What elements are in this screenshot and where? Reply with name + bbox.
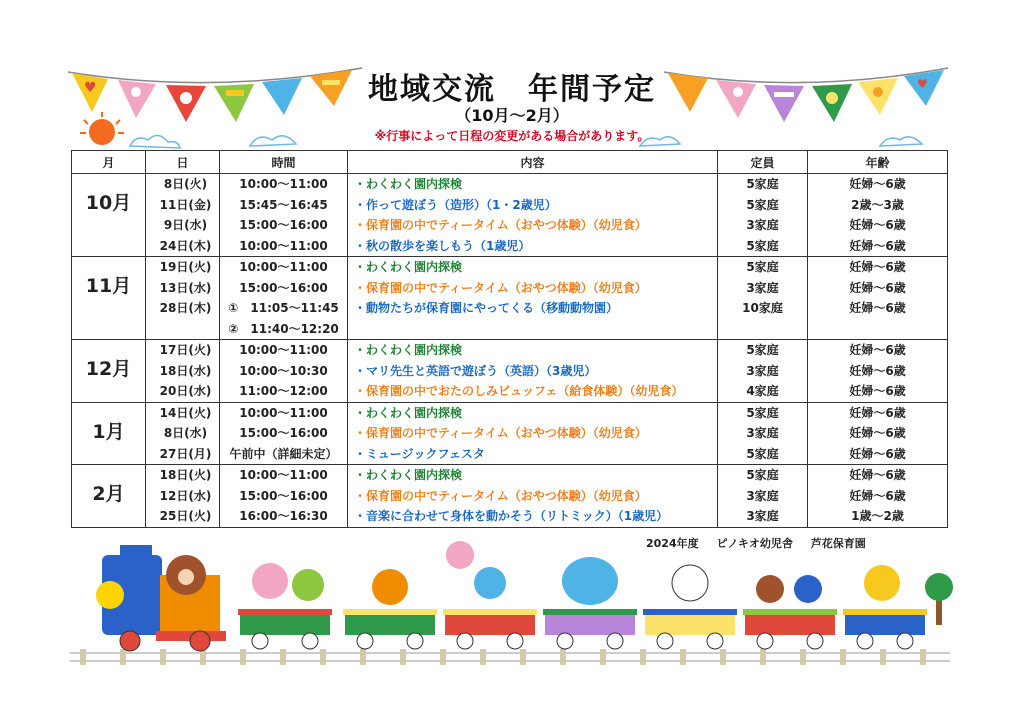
age-entry: 妊婦～6歳 [849,446,906,461]
month-block [72,174,948,257]
train-car-1 [238,563,332,649]
capacity-entry: 5家庭 [746,177,779,191]
month-cell: 2月 [72,465,146,528]
age-entry [808,319,947,340]
day-entry: 11日(金) [159,197,212,212]
month-cell: 1月 [72,402,146,465]
capacity-entry: 5家庭 [746,468,779,482]
content-entry [348,319,717,340]
month-block [72,402,948,465]
time-cell [220,257,348,340]
header-content: 内容 [348,151,718,174]
age-entry: 1歳～2歳 [851,509,904,523]
content-entry: ・動物たちが保育園にやってくる（移動動物園） [354,301,619,315]
time-entry: 15:00～16:00 [239,426,328,440]
content-entry: ・保育園の中でティータイム（おやつ体験）（幼児食） [354,280,647,295]
content-entry: ・わくわく園内探検 [354,177,463,191]
time-entry: 10:00～11:00 [239,177,328,191]
footer-year: 2024年度 [646,537,699,550]
month-cell: 12月 [72,340,146,403]
capacity-entry: 5家庭 [746,405,779,420]
age-entry: 妊婦～6歳 [849,488,906,503]
content-cell [348,465,718,528]
day-entry: 8日(火) [163,177,208,191]
capacity-entry [718,319,807,340]
table-header-row [72,151,948,174]
age-entry: 妊婦～6歳 [849,218,906,232]
train-car-6 [743,575,837,649]
train-car-2 [343,569,437,649]
age-entry: 妊婦～6歳 [849,363,906,378]
time-entry: 10:00～11:00 [239,343,328,357]
time-entry: 15:45～16:45 [239,197,328,212]
capacity-entry: 5家庭 [746,343,779,357]
header-month: 月 [72,151,146,174]
day-entry: 8日(水) [163,426,208,440]
capacity-entry: 3家庭 [746,280,779,295]
capacity-cell [718,340,808,403]
age-entry: 妊婦～6歳 [849,238,906,253]
day-entry: 13日(水) [159,280,212,295]
header-capacity: 定員 [718,151,808,174]
content-cell [348,402,718,465]
age-cell [808,174,948,257]
tree-icon [925,573,953,625]
capacity-cell [718,174,808,257]
age-entry: 妊婦～6歳 [849,468,906,482]
time-cell [220,340,348,403]
content-entry: ・保育園の中でティータイム（おやつ体験）（幼児食） [354,218,647,232]
time-entry: 10:00～11:00 [239,260,328,274]
train-car-3 [443,541,537,649]
age-cell [808,465,948,528]
day-cell [146,340,220,403]
capacity-entry: 3家庭 [746,363,779,378]
day-entry: 24日(木) [159,238,212,253]
age-entry: 妊婦～6歳 [849,426,906,440]
age-cell [808,340,948,403]
day-entry: 20日(水) [159,384,212,398]
day-entry: 27日(月) [159,446,212,461]
content-entry: ・保育園の中でティータイム（おやつ体験）（幼児食） [354,426,647,440]
day-entry: 17日(火) [159,343,212,357]
schedule-table [71,150,948,528]
footer-org-2: 芦花保育園 [810,537,866,550]
month-cell: 10月 [72,174,146,257]
content-cell [348,257,718,340]
day-entry: 9日(水) [163,218,208,232]
train-car-4 [543,557,637,649]
month-cell: 11月 [72,257,146,340]
content-cell [348,340,718,403]
capacity-cell [718,402,808,465]
time-entry: 10:00～11:00 [239,405,328,420]
time-entry: 10:00～10:30 [239,363,328,378]
time-entry: 15:00～16:00 [239,488,328,503]
time-entry: 10:00～11:00 [239,238,328,253]
age-entry: 妊婦～6歳 [849,301,906,315]
age-entry: 妊婦～6歳 [849,260,906,274]
header-age: 年齢 [808,151,948,174]
schedule-note: ※行事によって日程の変更がある場合があります。 [374,129,650,143]
time-entry: 16:00～16:30 [239,509,328,523]
train-illustration [60,535,960,670]
page-title: 地域交流 年間予定 [368,72,656,107]
month-block [72,257,948,340]
time-entry: ② 11:40～12:20 [228,321,339,336]
age-entry: 妊婦～6歳 [849,280,906,295]
capacity-entry: 3家庭 [746,488,779,503]
capacity-entry: 5家庭 [746,197,779,212]
header-time: 時間 [220,151,348,174]
time-entry: 午前中（詳細未定） [229,446,338,461]
month-block [72,465,948,528]
age-entry: 妊婦～6歳 [849,177,906,191]
content-entry: ・わくわく園内探検 [354,260,463,274]
time-entry: 15:00～16:00 [239,218,328,232]
age-entry: 妊婦～6歳 [849,405,906,420]
month-block [72,340,948,403]
age-entry: 2歳～3歳 [851,197,904,212]
capacity-entry: 10家庭 [742,301,783,315]
day-cell [146,174,220,257]
day-entry: 18日(水) [159,363,212,378]
content-entry: ・保育園の中でティータイム（おやつ体験）（幼児食） [354,488,647,503]
time-entry: 10:00～11:00 [239,468,328,482]
locomotive-icon [96,545,226,651]
content-entry: ・わくわく園内探検 [354,343,463,357]
capacity-entry: 3家庭 [746,426,779,440]
time-entry: ① 11:05～11:45 [228,301,339,315]
content-cell [348,174,718,257]
age-entry: 妊婦～6歳 [849,343,906,357]
time-entry: 11:00～12:00 [239,384,328,398]
page-subtitle: （10月～2月） [455,106,569,125]
day-entry: 28日(木) [159,301,212,315]
day-cell [146,465,220,528]
svg-text:♥: ♥ [917,77,928,91]
footer [646,535,880,551]
content-entry: ・わくわく園内探検 [354,468,463,482]
day-entry: 12日(水) [159,488,212,503]
age-entry: 妊婦～6歳 [849,384,906,398]
content-entry: ・保育園の中でおたのしみビュッフェ（給食体験）（幼児食） [354,384,684,398]
capacity-entry: 5家庭 [746,260,779,274]
content-entry: ・音楽に合わせて身体を動かそう（リトミック）（1歳児） [354,509,669,523]
capacity-entry: 3家庭 [746,509,779,523]
header-day: 日 [146,151,220,174]
day-entry [146,319,219,340]
train-car-7 [843,565,927,649]
day-entry: 25日(火) [159,509,212,523]
capacity-cell [718,257,808,340]
time-cell [220,465,348,528]
capacity-entry: 5家庭 [746,238,779,253]
day-cell [146,402,220,465]
day-entry: 14日(火) [159,405,212,420]
content-entry: ・ミュージックフェスタ [354,446,485,461]
content-entry: ・マリ先生と英語で遊ぼう（英語）（3歳児） [354,363,597,378]
time-cell [220,174,348,257]
age-cell [808,257,948,340]
capacity-entry: 4家庭 [746,384,779,398]
time-cell [220,402,348,465]
time-entry: 15:00～16:00 [239,280,328,295]
capacity-entry: 5家庭 [746,446,779,461]
content-entry: ・わくわく園内探検 [354,405,463,420]
day-entry: 19日(火) [159,260,212,274]
content-entry: ・秋の散歩を楽しもう（1歳児） [354,238,531,253]
capacity-entry: 3家庭 [746,218,779,232]
day-cell [146,257,220,340]
age-cell [808,402,948,465]
svg-text:♥: ♥ [84,80,97,96]
footer-org-1: ピノキオ幼児舎 [716,537,793,550]
capacity-cell [718,465,808,528]
content-entry: ・作って遊ぼう（造形）（1・2歳児） [354,197,557,212]
train-car-5 [643,565,737,649]
day-entry: 18日(火) [159,468,212,482]
